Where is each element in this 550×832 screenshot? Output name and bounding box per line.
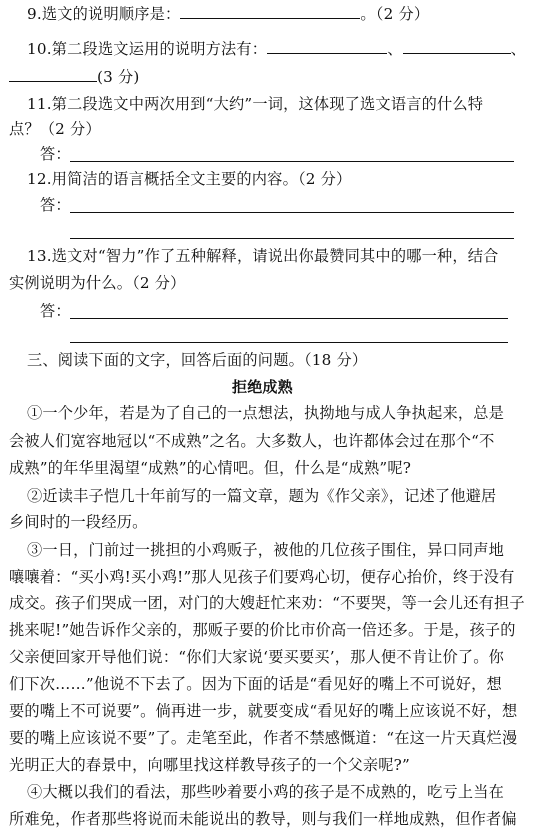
question-10-sep-2: 、 <box>510 40 526 58</box>
paragraph-3-line-7: 要的嘴上不可说要”。倘再进一步，就要变成“看见好的嘴上应该说不好，想 <box>9 702 518 720</box>
question-13-answer-label: 答： <box>40 302 71 320</box>
question-9 <box>27 3 429 25</box>
question-11-line-1: 11.第二段选文中两次用到“大约”一词，这体现了选文语言的什么特 <box>27 95 484 113</box>
question-10-line-2 <box>9 66 140 88</box>
question-12-answer-line-2[interactable] <box>70 238 514 239</box>
paragraph-4-line-2: 所难免，作者那些将说而未能说出的教导，则与我们一样地成熟，但作者偏 <box>9 810 517 828</box>
paragraph-1-line-2: 会被人们宽容地冠以“不成熟”之名。大多数人，也许都体会过在那个“不 <box>9 432 495 450</box>
question-10-blank-1[interactable] <box>267 38 387 54</box>
paragraph-3-line-3: 成交。孩子们哭成一团，对门的大嫂赶忙来劝：“不要哭，等一会儿还有担子 <box>9 594 525 612</box>
section-3-heading: 三、阅读下面的文字，回答后面的问题。（18 分） <box>27 351 368 369</box>
question-11-line-2: 点？（2 分） <box>9 120 101 138</box>
paragraph-3-line-4: 挑来呢!”她告诉作父亲的，那贩子要的价比市价高一倍还多。于是，孩子的 <box>9 621 516 639</box>
question-12-answer-line-1[interactable] <box>70 212 514 213</box>
question-10-end: (3 分) <box>97 68 140 86</box>
question-13-line-1: 13.选文对“智力”作了五种解释，请说出你最赞同其中的哪一种，结合 <box>27 247 499 265</box>
question-13-answer-line-2[interactable] <box>70 342 508 343</box>
question-9-end: 。（2 分） <box>360 5 430 23</box>
question-11-answer-label: 答： <box>40 145 71 163</box>
question-12-answer-label: 答： <box>40 196 71 214</box>
paragraph-2-line-1: ②近读丰子恺几十年前写的一篇文章，题为《作父亲》，记述了他避居 <box>27 487 497 505</box>
question-9-blank[interactable] <box>180 3 360 19</box>
question-10-sep: 、 <box>387 40 403 58</box>
paragraph-3-line-9: 光明正大的春景中，向哪里找这样教导孩子的一个父亲呢?” <box>9 756 410 774</box>
article-title: 拒绝成熟 <box>232 378 293 396</box>
paragraph-3-line-8: 要的嘴上应该说不要”了。走笔至此，作者不禁感慨道：“在这一片天真烂漫 <box>9 729 518 747</box>
paragraph-4-line-1: ④大概以我们的看法，那些吵着要小鸡的孩子是不成熟的，吃亏上当在 <box>27 783 505 801</box>
paragraph-1-line-3: 成熟”的年华里渴望“成熟”的心情吧。但，什么是“成熟”呢? <box>9 459 412 477</box>
question-9-text: 9.选文的说明顺序是： <box>27 5 181 23</box>
question-10-blank-3[interactable] <box>9 66 97 82</box>
question-12-text: 12.用简洁的语言概括全文主要的内容。（2 分） <box>27 170 352 188</box>
paragraph-1-line-1: ①一个少年，若是为了自己的一点想法，执拗地与成人争执起来，总是 <box>27 404 505 422</box>
paragraph-2-line-2: 乡间时的一段经历。 <box>9 513 148 531</box>
question-10-blank-2[interactable] <box>403 38 511 54</box>
question-13-answer-line-1[interactable] <box>70 318 508 319</box>
paragraph-3-line-6: 们下次……”他说不下去了。因为下面的话是“看见好的嘴上不可说好，想 <box>9 675 502 693</box>
question-10-text: 10.第二段选文运用的说明方法有： <box>27 40 268 58</box>
paragraph-3-line-1: ③一日，门前过一挑担的小鸡贩子，被他的几位孩子围住，异口同声地 <box>27 541 505 559</box>
question-10 <box>27 38 526 60</box>
paragraph-3-line-5: 父亲便回家开导他们说：“你们大家说‘要买要买’，那人便不肯让价了。你 <box>9 648 505 666</box>
paragraph-3-line-2: 嚷嚷着：“买小鸡!买小鸡!”那人见孩子们要鸡心切，便存心抬价，终于没有 <box>9 568 515 586</box>
question-11-answer-line[interactable] <box>70 161 514 162</box>
question-13-line-2: 实例说明为什么。（2 分） <box>9 274 186 292</box>
